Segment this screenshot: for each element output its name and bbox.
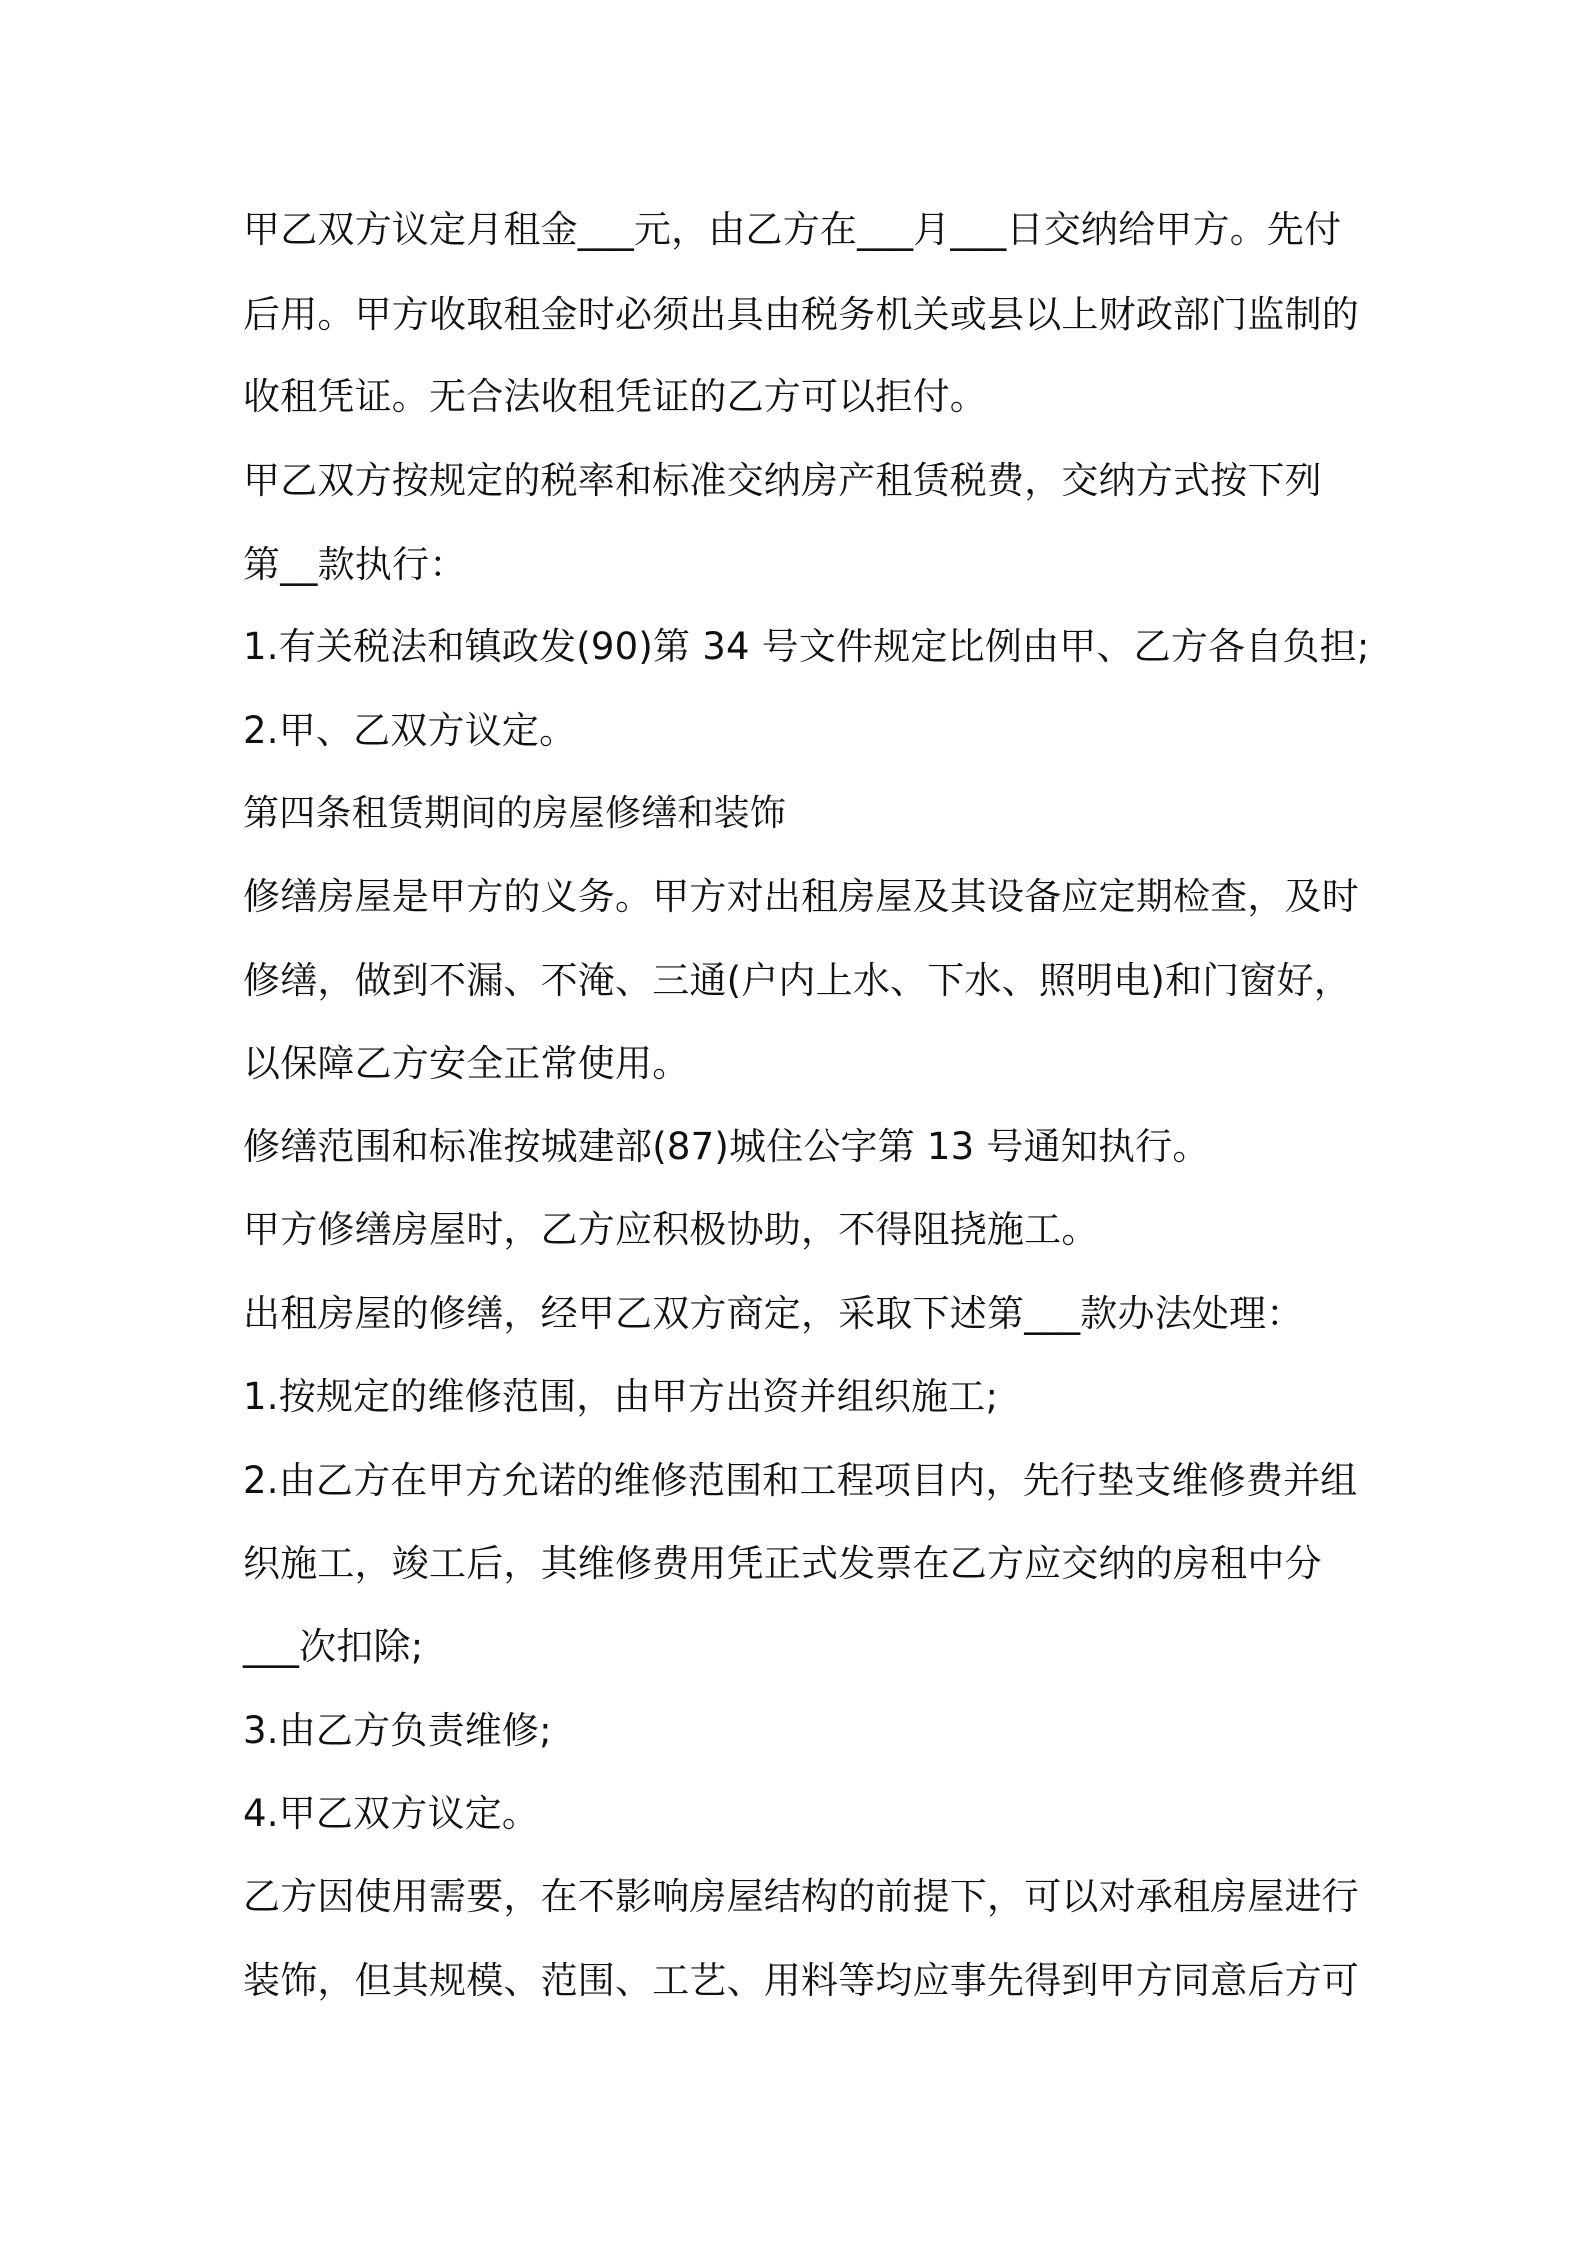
text-line: 收租凭证。无合法收租凭证的乙方可以拒付。 — [243, 375, 987, 418]
text-line: 甲乙双方按规定的税率和标准交纳房产租赁税费，交纳方式按下列 — [243, 459, 1322, 502]
text-line: 织施工，竣工后，其维修费用凭正式发票在乙方应交纳的房租中分 — [243, 1542, 1322, 1585]
text-line: 修缮范围和标准按城建部(87)城住公字第 13 号通知执行。 — [243, 1125, 1210, 1168]
text-line: 甲方修缮房屋时，乙方应积极协助，不得阻挠施工。 — [243, 1208, 1099, 1251]
text-line: 3.由乙方负责维修; — [243, 1709, 552, 1752]
text-line: 出租房屋的修缮，经甲乙双方商定，采取下述第___款办法处理： — [243, 1292, 1304, 1335]
text-line: 装饰，但其规模、范围、工艺、用料等均应事先得到甲方同意后方可 — [243, 1959, 1359, 2002]
text-line: 以保障乙方安全正常使用。 — [243, 1042, 690, 1085]
text-line: 2.甲、乙双方议定。 — [243, 709, 577, 752]
text-line: 修缮房屋是甲方的义务。甲方对出租房屋及其设备应定期检查，及时 — [243, 875, 1359, 918]
text-line: ___次扣除; — [243, 1625, 424, 1668]
text-line: 甲乙双方议定月租金___元，由乙方在___月___日交纳给甲方。先付 — [243, 208, 1342, 251]
text-line: 4.甲乙双方议定。 — [243, 1792, 540, 1835]
text-line: 1.有关税法和镇政发(90)第 34 号文件规定比例由甲、乙方各自负担; — [243, 625, 1370, 668]
text-line: 后用。甲方收取租金时必须出具由税务机关或县以上财政部门监制的 — [243, 293, 1359, 336]
text-line: 乙方因使用需要，在不影响房屋结构的前提下，可以对承租房屋进行 — [243, 1875, 1359, 1918]
text-line: 2.由乙方在甲方允诺的维修范围和工程项目内，先行垫支维修费并组 — [243, 1459, 1358, 1502]
text-line: 1.按规定的维修范围，由甲方出资并组织施工; — [243, 1375, 999, 1418]
text-line: 第__款执行： — [243, 543, 467, 586]
section-heading: 第四条租赁期间的房屋修缮和装饰 — [243, 793, 787, 834]
text-line: 修缮，做到不漏、不淹、三通(户内上水、下水、照明电)和门窗好， — [243, 959, 1352, 1002]
